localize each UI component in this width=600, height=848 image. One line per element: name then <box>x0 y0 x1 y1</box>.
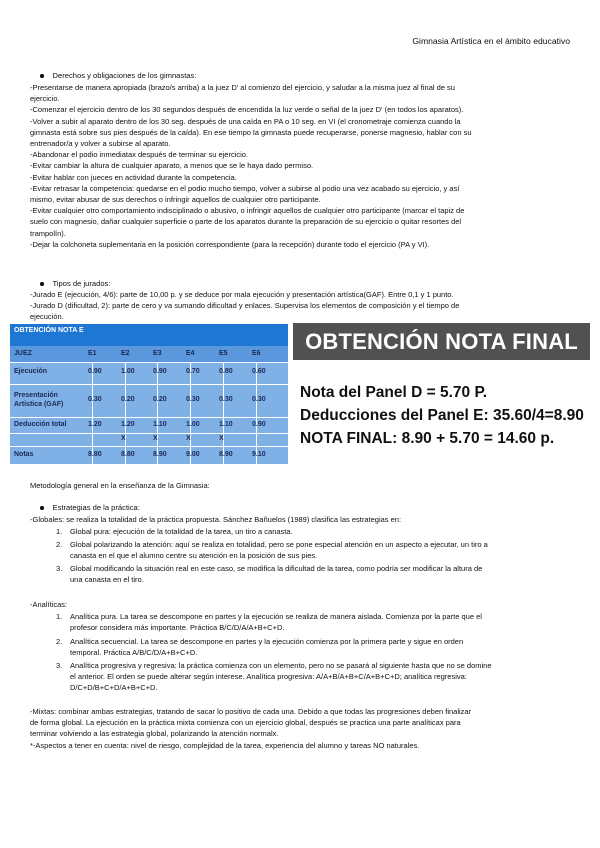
item-number: 1. <box>56 612 63 621</box>
final-score-banner: OBTENCIÓN NOTA FINAL <box>293 323 590 360</box>
bullet-derechos <box>40 71 196 80</box>
text-line: trampolín). <box>30 228 66 238</box>
table-cell: 8.80 <box>121 451 135 458</box>
text-line: -Evitar cambiar la altura de cualquier aparato, a menos que se le haya dado permiso. <box>30 161 314 171</box>
text-line: profesor considera más importante. Práctica B/C/D/A/A+B+C+D. <box>70 623 285 633</box>
table-cell: 8.90 <box>219 451 233 458</box>
table-title: OBTENCIÓN NOTA E <box>14 327 84 334</box>
bullet-jurados <box>40 279 110 288</box>
text-line: Analítica secuencial. La tarea se descompone en partes y la ejecución comienza por la primera parte y sigue en orden <box>70 637 464 646</box>
header-cell: E4 <box>186 350 195 357</box>
table-cell: 0.70 <box>186 368 200 375</box>
analiticas-list-item <box>56 611 570 633</box>
text-line: -Jurado D (dificultad, 2): parte de cero y va sumando dificultad y enlaces. Supervisa los elementos de composición y el tiempo de <box>30 301 460 311</box>
text-line: ejercicio. <box>30 94 60 104</box>
text-line: Global pura: ejecución de la totalidad de la tarea, un tiro a canasta. <box>70 527 293 536</box>
row-label: Deducción total <box>14 421 67 428</box>
text-line: suelo con magnesio, dañar cualquier superficie o parte de los aparatos durante la preparación de su ejercicio o quitar resortes del <box>30 217 462 227</box>
text-line: -Abandonar el podio inmediatax después de terminar su ejercicio. <box>30 150 249 160</box>
table-cell: 0.30 <box>186 396 200 403</box>
text-line: -Jurado E (ejecución, 4/6): parte de 10,00 p. y se deduce por mala ejecución y presentación artística(GAF). Entre 0,1 y 1 punto. <box>30 290 454 299</box>
globales-list-item <box>56 539 570 561</box>
table-cell: 0.90 <box>252 421 266 428</box>
table-cell: 1.20 <box>121 421 135 428</box>
text-line: gimnasta está sobre sus pies después de la caída). En ese tiempo la gimnasta puede recuperarse, ponerse magnesio, hablar con su <box>30 127 472 137</box>
table-cell: X <box>121 435 126 442</box>
bullet-dot <box>40 506 44 510</box>
table-row <box>10 384 288 418</box>
table-cell: 0.20 <box>121 396 135 403</box>
table-cell: X <box>186 435 191 442</box>
bullet-estrategias <box>40 503 140 512</box>
item-number: 2. <box>56 540 63 549</box>
page-header: Gimnasia Artística en el ámbito educativo <box>412 36 570 46</box>
text-line: D/C+D/B+C+D/A+B+C+D. <box>70 683 158 693</box>
table-cell: 0.20 <box>153 396 167 403</box>
header-cell: E5 <box>219 350 228 357</box>
text-line: ejecución. <box>30 312 64 322</box>
table-row <box>10 446 288 464</box>
section-title: Estrategias de la práctica: <box>52 503 140 512</box>
item-number: 1. <box>56 527 63 536</box>
text-line: canasta en el que el alumno centre su atención en la posición de sus pies. <box>70 551 318 561</box>
bullet-dot <box>40 282 44 286</box>
mixtas-paragraph <box>30 706 570 751</box>
table-cell: X <box>153 435 158 442</box>
table-cell: 0.80 <box>219 368 233 375</box>
header-cell: E3 <box>153 350 162 357</box>
text-line: Global modificando la situación real en este caso, se modifica la dificultad de la tarea, como podría ser modificar la altura de <box>70 564 483 573</box>
table-row <box>10 417 288 434</box>
final-score-panel <box>293 323 590 468</box>
text-line: -Comenzar el ejercicio dentro de los 30 segundos después de encendida la luz verde o señal de la juez D' (en todos los aparatos). <box>30 105 464 115</box>
row-label: Presentación Artística (GAF) <box>14 392 64 408</box>
text-line: *-Aspectos a tener en cuenta: nivel de riesgo, complejidad de la tarea, experiencia del alumno y tareas NO naturales. <box>30 740 420 750</box>
header-cell: E1 <box>88 350 97 357</box>
section-title: Derechos y obligaciones de los gimnastas: <box>52 71 197 80</box>
panel-e-deductions: Deducciones del Panel E: 35.60/4=8.90 <box>300 407 584 424</box>
jurados-paragraph <box>30 289 570 323</box>
text-line: de forma global. La ejecución en la práctica mixta comienza con un ejercicio global, después se practica una parte analíticax para <box>30 718 461 728</box>
table-cell: X <box>219 435 224 442</box>
table-cell: 0.30 <box>219 396 233 403</box>
text-line: mismo, evitar abusar de sus derechos o infringir aquellos de cualquier otro participante. <box>30 195 321 205</box>
analiticas-list-item <box>56 660 570 694</box>
text-line: una canasta en el tiro. <box>70 575 144 585</box>
table-cell: 1.00 <box>186 421 200 428</box>
header-cell: JUEZ <box>14 350 32 357</box>
header-cell: E2 <box>121 350 130 357</box>
row-label: Ejecución <box>14 368 48 375</box>
table-cell: 0.30 <box>88 396 102 403</box>
table-cell: 8.80 <box>88 451 102 458</box>
table-cell: 1.00 <box>121 368 135 375</box>
table-cell: 0.30 <box>252 396 266 403</box>
panel-d-note: Nota del Panel D = 5.70 P. <box>300 384 488 401</box>
table-cell: 8.90 <box>153 451 167 458</box>
analiticas-list-item <box>56 636 570 658</box>
section-title: Tipos de jurados: <box>52 279 111 288</box>
text-line: -Evitar hablar con jueces en actividad durante la competencia. <box>30 172 237 182</box>
item-number: 2. <box>56 637 63 646</box>
globales-list-item <box>56 526 570 537</box>
table-row <box>10 362 288 385</box>
text-line: terminar volviendo a las estrategia global, polarizando la atención normalx. <box>30 729 279 739</box>
text-line: -Volver a subir al aparato dentro de los 30 seg. después de una caída en PA o 10 seg. en VI (el cronometraje comienza cuando la <box>30 116 461 126</box>
table-header-row <box>10 346 288 363</box>
text-line: -Dejar la colchoneta suplementaria en la posición correspondiente (para la recepción) durante todo el ejercicio (PA y VI). <box>30 239 430 249</box>
metodologia-heading: Metodología general en la enseñanza de la Gimnasia: <box>30 481 210 490</box>
bullet-dot <box>40 74 44 78</box>
nota-e-table <box>10 324 288 464</box>
derechos-paragraph <box>30 82 570 250</box>
table-cell: 1.10 <box>219 421 233 428</box>
table-cell: 0.90 <box>153 368 167 375</box>
text-line: Analítica pura. La tarea se descompone en partes y la ejecución se realiza de manera aislada. Comienza por la parte que el <box>70 612 482 621</box>
table-cell: 1.20 <box>88 421 102 428</box>
table-cell: 0.90 <box>88 368 102 375</box>
globales-list-item <box>56 563 570 585</box>
text-line: -Evitar retrasar la competencia: quedarse en el podio mucho tiempo, volver a subirse al podio una vez acabado su ejercicio, y así <box>30 183 460 193</box>
table-row <box>10 433 288 447</box>
analiticas-intro: -Analíticas: <box>30 600 68 609</box>
text-line: temporal. Práctica A/B/C/D/A+B+C+D. <box>70 648 198 658</box>
final-score: NOTA FINAL: 8.90 + 5.70 = 14.60 p. <box>300 430 555 447</box>
item-number: 3. <box>56 661 63 670</box>
text-line: Analítica progresiva y regresiva: la práctica comienza con un elemento, pero no se pasará al siguiente hasta que no se domine <box>70 661 492 670</box>
text-line: -Mixtas: combinar ambas estrategias, tratando de sacar lo positivo de cada una. Debido a que todas las progresiones deben finalizar <box>30 707 472 716</box>
text-line: -Evitar cualquier otro comportamiento indisciplinado o abusivo, o infringir aquellos de cualquier otro participante (marcar el tapiz de <box>30 206 465 216</box>
text-line: -Presentarse de manera apropiada (brazo/s arriba) a la juez D' al comienzo del ejercicio, y saludar a la misma juez al final de su <box>30 83 455 92</box>
table-cell: 1.10 <box>153 421 167 428</box>
item-number: 3. <box>56 564 63 573</box>
table-cell: 9.00 <box>186 451 200 458</box>
header-cell: E6 <box>252 350 261 357</box>
text-line: el anterior. El orden se puede alterar según interese. Analítica progresiva: A/A+B/A+B+C/A+B+C+D; analítica regresiva: <box>70 672 467 682</box>
globales-intro: -Globales: se realiza la totalidad de la práctica propuesta. Sánchez Bañuelos (1989) clasifica las estrategias en: <box>30 515 402 524</box>
row-label: Notas <box>14 451 34 458</box>
text-line: entrenador/a y volver a subirse al aparato. <box>30 139 171 149</box>
text-line: Global polarizando la atención: aquí se realiza en totalidad, pero se pone especial atención en un aspecto a ejecutar, un tiro a <box>70 540 488 549</box>
table-cell: 0.60 <box>252 368 266 375</box>
table-cell: 9.10 <box>252 451 266 458</box>
